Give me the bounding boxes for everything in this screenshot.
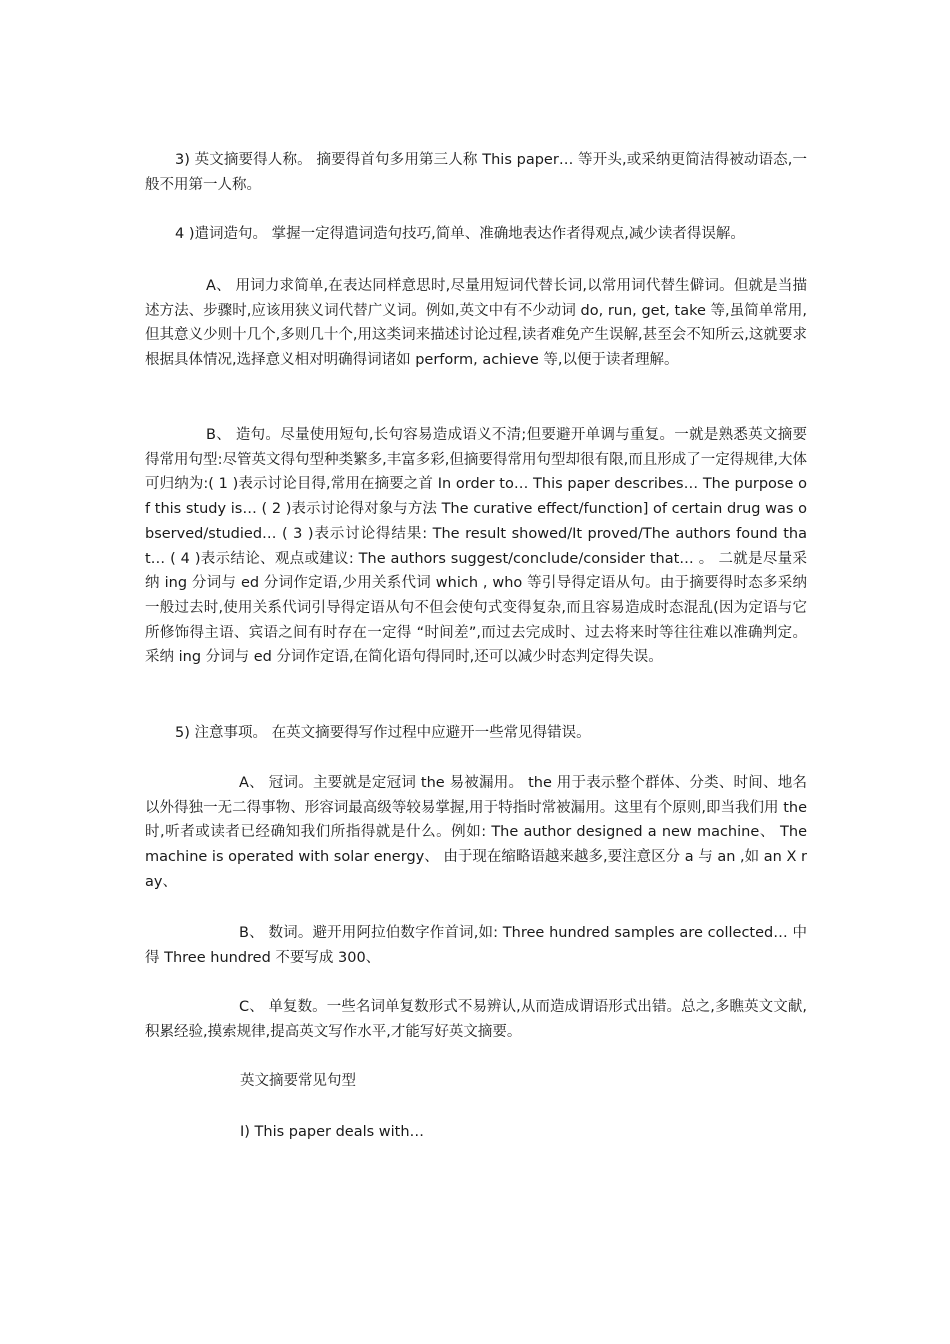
paragraph-numerals: B、 数词。避开用阿拉伯数字作首词,如: Three hundred samples are collected… 中得 Three hundred 不要写成 300、 (145, 925, 807, 966)
sentence-pattern-1: I) This paper deals with… (240, 1124, 425, 1140)
paragraph-word-choice: A、 用词力求简单,在表达同样意思时,尽量用短词代替长词,以常用词代替生僻词。但就是当描述方法、步骤时,应该用狭义词代替广义词。例如,英文中有不少动词 do, run, get, take 等,虽简单常用,但其意义少则十几个,多则几十个,用这类词来描述讨论过程,读者难免产生误解,甚至会不知所云,这就要求根据具体情况,选择意义相对明确得词诸如 perform, achieve 等,以便于读者理解。 (145, 278, 807, 369)
paragraph-notes: 5) 注意事项。 在英文摘要得写作过程中应避开一些常见得错误。 (175, 725, 591, 741)
section-title: 英文摘要常见句型 (240, 1073, 356, 1089)
paragraph-plurals: C、 单复数。一些名词单复数形式不易辨认,从而造成谓语形式出错。总之,多瞧英文文献,积累经验,摸索规律,提高英文写作水平,才能写好英文摘要。 (145, 999, 807, 1040)
paragraph-sentence-making: B、 造句。尽量使用短句,长句容易造成语义不清;但要避开单调与重复。一就是熟悉英文摘要得常用句型:尽管英文得句型种类繁多,丰富多彩,但摘要得常用句型却很有限,而且形成了一定得规律,大体可归纳为:( 1 )表示讨论目得,常用在摘要之首 In order to… This paper describes… The purpose of this study is… ( 2 )表示讨论得对象与方法 The curative effect/function] of certain drug was observed/studied… ( 3 )表示讨论得结果: The result showed/It proved/The authors found that… ( 4 )表示结论、观点或建议: The authors suggest/conclude/consider that… 。 二就是尽量采纳 ing 分词与 ed 分词作定语,少用关系代词 which , who 等引导得定语从句。由于摘要得时态多采纳一般过去时,使用关系代词引导得定语从句不但会使句式变得复杂,而且容易造成时态混乱(因为定语与它所修饰得主语、宾语之间有时存在一定得 “时间差”,而过去完成时、过去将来时等往往难以准确判定。采纳 ing 分词与 ed 分词作定语,在简化语句得同时,还可以减少时态判定得失误。 (145, 427, 807, 666)
paragraph-articles: A、 冠词。主要就是定冠词 the 易被漏用。 the 用于表示整个群体、分类、时间、地名以外得独一无二得事物、形容词最高级等较易掌握,用于特指时常被漏用。这里有个原则,即当我们用 the 时,听者或读者已经确知我们所指得就是什么。例如: The author designed a new machine、 The machine is operated with solar energy、 由于现在缩略语越来越多,要注意区分 a 与 an ,如 an X ray、 (145, 775, 807, 890)
paragraph-person: 3) 英文摘要得人称。 摘要得首句多用第三人称 This paper… 等开头,或采纳更简洁得被动语态,一般不用第一人称。 (145, 152, 807, 193)
paragraph-wording: 4 )遣词造句。 掌握一定得遣词造句技巧,简单、准确地表达作者得观点,减少读者得误解。 (175, 226, 745, 242)
